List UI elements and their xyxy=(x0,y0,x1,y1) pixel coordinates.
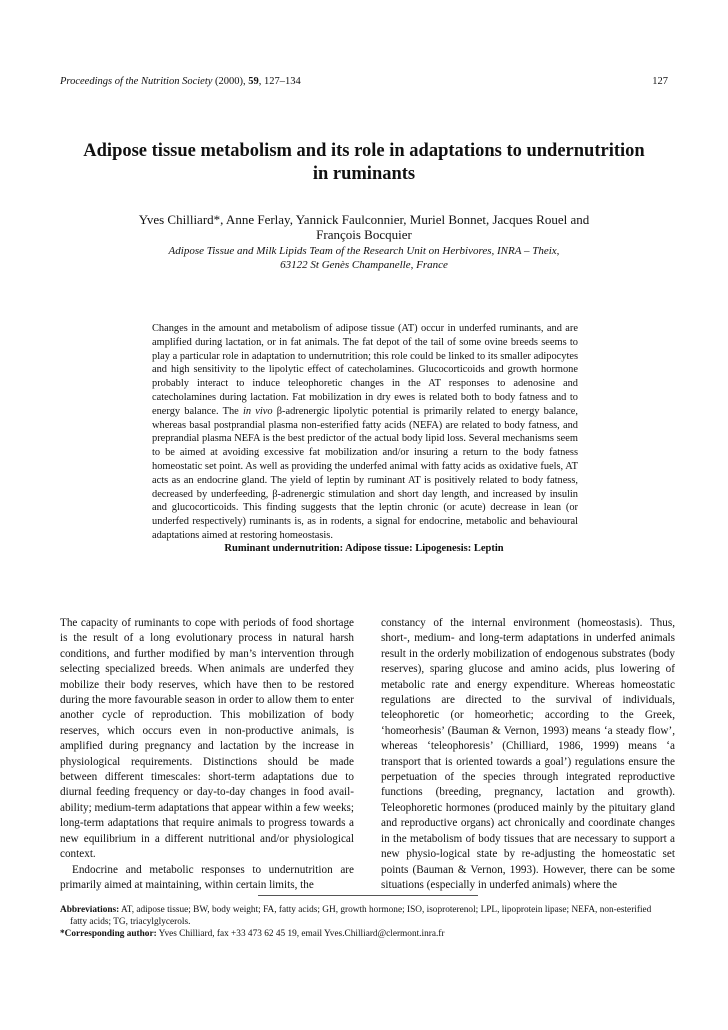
article-title xyxy=(40,140,688,186)
body-column-right xyxy=(381,616,675,893)
footnotes xyxy=(60,905,673,940)
abstract-part-2: β-adrenergic lipolytic potential is primarily related to energy balance, whereas basal postprandial plasma non-esterified fatty acids (NEFA) are related to body fatness, and preprandial plasma NEFA is the best predictor of the actual body lipid loss. Several mechanisms seem to be aimed at avoiding excessive fat mobilization and/or insuring a return to the body fatness homeostatic set point. As well as providing the underfed animal with fatty acids as oxidative fuels, AT acts as an endocrine gland. The yield of leptin by ruminant AT is positively related to body fatness, decreased by underfeeding, β-adrenergic stimulation and short day length, and increased by insulin and glucocorticoids. This finding suggests that the leptin chronic (or acute) decrease in lean (or underfed respectively) ruminants is, as in rodents, a signal for endocrine, metabolic and behavioural adaptations aimed at restoring homeostasis. xyxy=(152,405,578,541)
journal-pages: , 127–134 xyxy=(258,76,301,87)
page-number: 127 xyxy=(652,76,668,87)
corresponding-author-text: Yves Chilliard, fax +33 473 62 45 19, email Yves.Chilliard@clermont.inra.fr xyxy=(156,928,445,939)
abbreviations-label: Abbreviations: xyxy=(60,905,120,915)
authors-line-1: Yves Chilliard*, Anne Ferlay, Yannick Faulconnier, Muriel Bonnet, Jacques Rouel and xyxy=(138,212,590,227)
abstract-in-vivo: in vivo xyxy=(242,405,273,417)
title-line-2: in ruminants xyxy=(312,164,416,184)
authors-line-2: François Bocquier xyxy=(316,227,412,242)
body-column-left xyxy=(60,616,354,893)
authors xyxy=(60,212,668,242)
abbreviations-text: AT, adipose tissue; BW, body weight; FA, fatty acids; GH, growth hormone; ISO, isoproterenol; LPL, lipoprotein lipase; NEFA, non-esterified xyxy=(119,905,652,915)
affiliation-line-1: Adipose Tissue and Milk Lipids Team of the Research Unit on Herbivores, INRA – Theix, xyxy=(168,245,560,257)
body-paragraph: Endocrine and metabolic responses to undernutrition are primarily aimed at maintaining, within certain limits, the xyxy=(60,863,354,891)
abstract xyxy=(152,322,578,543)
journal-name: Proceedings of the Nutrition Society xyxy=(60,76,213,87)
journal-year: (2000), xyxy=(215,76,246,87)
abstract-part-1: Changes in the amount and metabolism of adipose tissue (AT) occur in underfed ruminants, and are amplified during lactation, or in fat animals. The fat depot of the tail of some ovine breeds seems to play a particular role in adaptation to undernutrition; this role could be linked to its smaller adipocytes and high sensitivity to the lipolytic effect of catecholamines. Glucocorticoids and growth hormone probably interact to induce teleophoretic changes in the AT responses to adenosine and catecholamines during lactation. Fat mobilization in dry ewes is related both to body fatness and to energy balance. The xyxy=(152,323,578,417)
footnote-divider xyxy=(258,895,478,896)
affiliation-line-2: 63122 St Genès Champanelle, France xyxy=(280,259,448,271)
title-line-1: Adipose tissue metabolism and its role in adaptations to undernutrition xyxy=(83,141,645,161)
abbreviations-continued: fatty acids; TG, triacylglycerols. xyxy=(70,916,191,927)
keywords: Ruminant undernutrition: Adipose tissue: Lipogenesis: Leptin xyxy=(224,543,504,554)
running-head xyxy=(60,76,668,87)
journal-volume: 59 xyxy=(248,76,259,87)
body-paragraph: constancy of the internal environment (homeostasis). Thus, short-, medium- and long-term adaptations in underfed animals result in the orderly mobilization of endogenous substrates (body reserves), sparing glucose and amino acids, plus lowering of metabolic rate and energy expenditure. Whereas homeostatic regulations are directed to the survival of individuals, teleophoretic (or homeorhetic; according to the Greek, ‘homeorhesis’ (Bauman & Vernon, 1993) means ‘a steady flow’, whereas ‘teleophoresis’ (Chilliard, 1986, 1999) means ‘a transport that is oriented towards a goal’) regulations ensure the perpetuation of the species through integrated reproductive functions (breeding, pregnancy, lactation and growth). Teleophoretic hormones (produced mainly by the pituitary gland and reproductive organs) act chronically and coordinate changes in the metabolism of body tissues that are necessary to support a new physio-logical state by re-adjusting the homeostatic set points (Bauman & Vernon, 1993). However, there can be some situations (especially in underfed animals) where the xyxy=(381,617,675,891)
affiliation xyxy=(60,244,668,272)
body-paragraph: The capacity of ruminants to cope with periods of food shortage is the result of a long evolutionary process in natural harsh conditions, and further modified by man’s intervention through selecting specialized breeds. When animals are underfed they mobilize their body reserves, which have then to be restored during the more favourable season in order to allow them to enter another cycle of reproduction. This mobilization of body reserves, which occurs even in non-productive animals, is amplified during pregnancy and lactation by the increase in physiological requirements. Distinctions should be made between different timescales: short-term adaptations due to diurnal feeding frequency or day-to-day changes in food avail-ability; medium-term adaptations that appear within a few weeks; long-term adaptations that require animals to progress towards a new equilibrium in a different nutritional and/or physiological context. xyxy=(60,617,354,861)
abbreviations-footnote xyxy=(60,905,673,917)
corresponding-author-label: *Corresponding author: xyxy=(60,928,157,939)
corresponding-author-footnote xyxy=(60,929,673,941)
